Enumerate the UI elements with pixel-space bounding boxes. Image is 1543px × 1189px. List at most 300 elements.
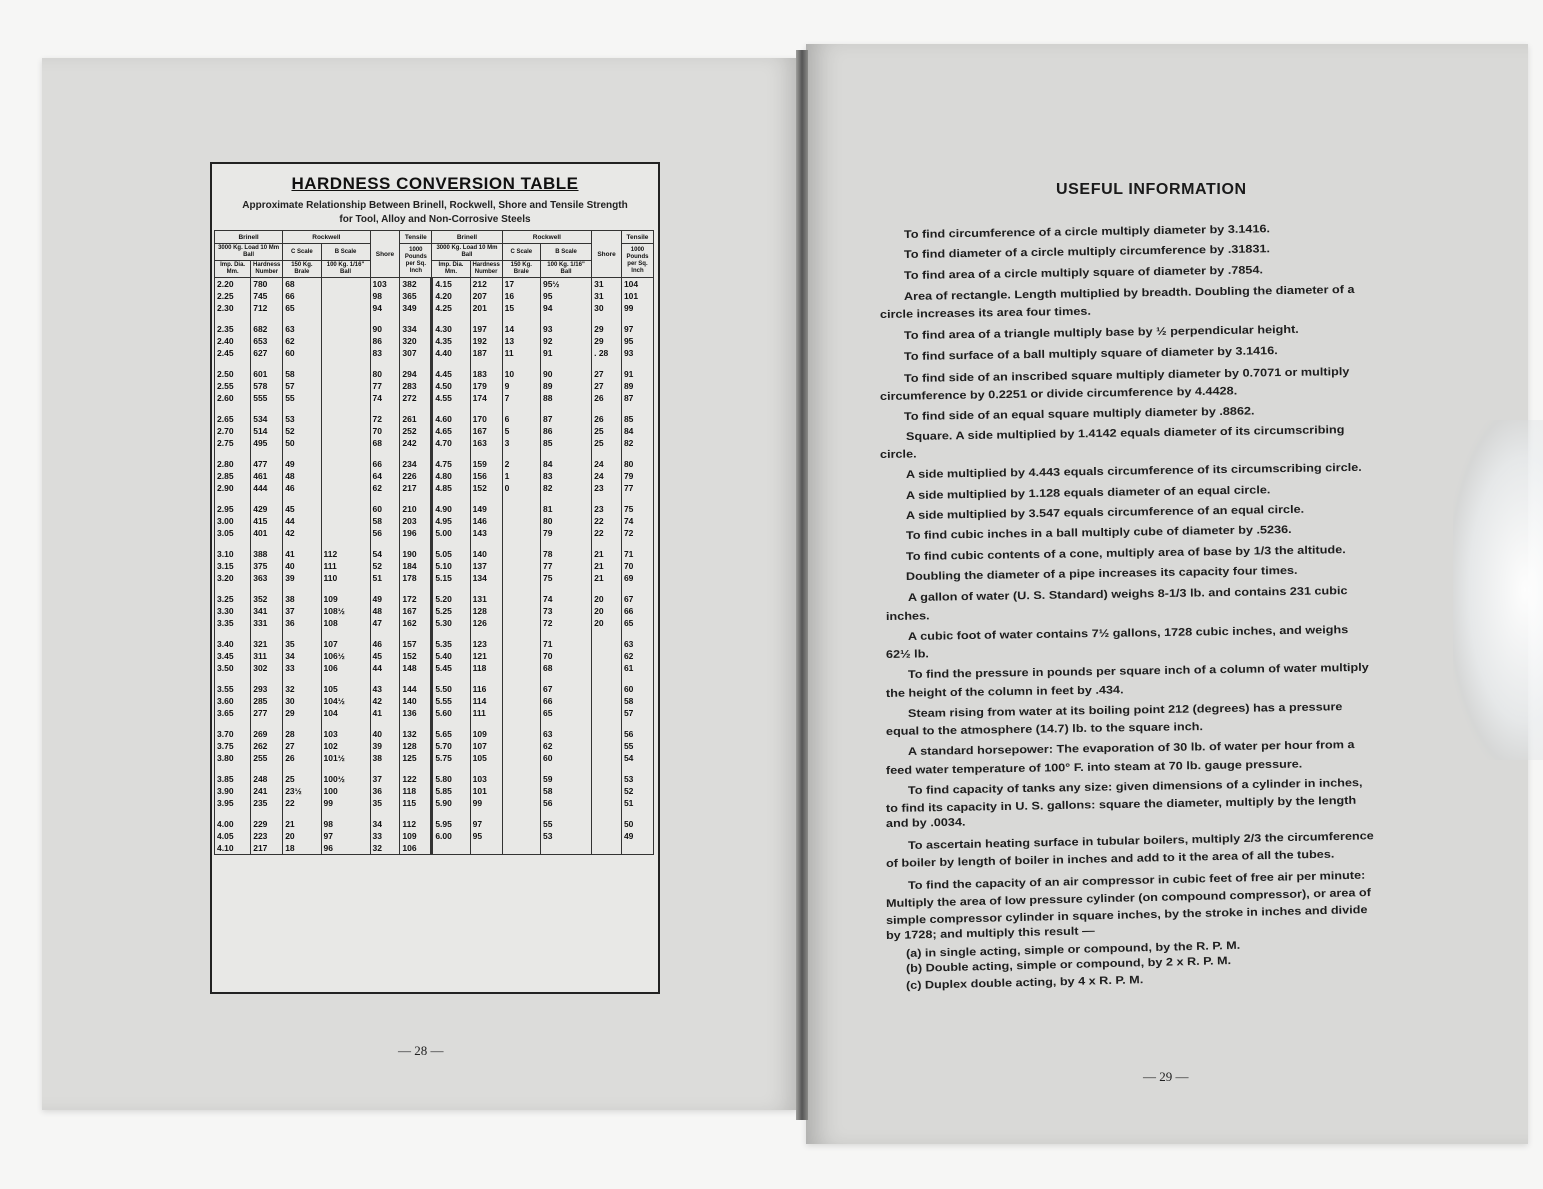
- table-cell: 65: [621, 617, 653, 629]
- table-cell: [592, 638, 622, 650]
- table-cell: 17: [502, 278, 540, 291]
- table-cell: [400, 674, 432, 683]
- table-cell: [470, 449, 502, 458]
- info-line: A cubic foot of water contains 7½ gallons, 1728 cubic inches, and weighs: [907, 624, 1349, 643]
- table-cell: [502, 650, 540, 662]
- table-cell: 60: [540, 752, 591, 764]
- table-cell: [502, 515, 540, 527]
- table-cell: 5.45: [432, 662, 470, 674]
- table-cell: [321, 527, 370, 539]
- table-cell: 203: [400, 515, 432, 527]
- table-cell: 63: [621, 638, 653, 650]
- header-b-scale: B Scale: [321, 244, 370, 261]
- table-cell: 85: [621, 413, 653, 425]
- table-cell: [470, 674, 502, 683]
- table-cell: 98: [321, 818, 370, 830]
- table-cell: [432, 629, 470, 638]
- table-cell: 49: [370, 593, 400, 605]
- table-cell: 235: [251, 797, 283, 809]
- table-cell: 131: [470, 593, 502, 605]
- table-cell: [502, 548, 540, 560]
- table-cell: 293: [251, 683, 283, 695]
- table-cell: 27: [592, 380, 622, 392]
- table-cell: 46: [370, 638, 400, 650]
- table-cell: [321, 413, 370, 425]
- table-cell: 40: [370, 728, 400, 740]
- hardness-table-body: [215, 278, 654, 855]
- table-cell: [432, 719, 470, 728]
- table-cell: [251, 674, 283, 683]
- table-cell: [432, 584, 470, 593]
- header-c-load: 150 Kg. Brale: [502, 261, 540, 278]
- table-cell: [370, 719, 400, 728]
- table-cell: 3.65: [215, 707, 251, 719]
- table-cell: 50: [621, 818, 653, 830]
- table-cell: 5: [502, 425, 540, 437]
- table-cell: [400, 629, 432, 638]
- table-cell: 745: [251, 290, 283, 302]
- table-cell: 23½: [283, 785, 321, 797]
- table-cell: [215, 314, 251, 323]
- table-cell: [321, 629, 370, 638]
- table-cell: 5.15: [432, 572, 470, 584]
- table-cell: 109: [400, 830, 432, 842]
- table-cell: 294: [400, 368, 432, 380]
- table-cell: 41: [370, 707, 400, 719]
- table-cell: 302: [251, 662, 283, 674]
- page-number-right: — 29 —: [1143, 1069, 1189, 1084]
- table-cell: 49: [621, 830, 653, 842]
- table-cell: 5.95: [432, 818, 470, 830]
- table-cell: 653: [251, 335, 283, 347]
- table-cell: 307: [400, 347, 432, 359]
- info-line: To find circumference of a circle multiply diameter by 3.1416.: [903, 223, 1271, 241]
- table-cell: 118: [470, 662, 502, 674]
- table-cell: [215, 674, 251, 683]
- table-cell: [283, 629, 321, 638]
- table-cell: 105: [321, 683, 370, 695]
- table-cell: 125: [400, 752, 432, 764]
- table-cell: [470, 629, 502, 638]
- table-cell: 2.40: [215, 335, 251, 347]
- table-cell: [592, 629, 622, 638]
- table-cell: [370, 494, 400, 503]
- table-cell: 283: [400, 380, 432, 392]
- table-cell: 2.85: [215, 470, 251, 482]
- table-cell: 4.05: [215, 830, 251, 842]
- table-cell: 90: [370, 323, 400, 335]
- table-cell: [621, 539, 653, 548]
- table-row: [215, 629, 654, 638]
- table-cell: 74: [370, 392, 400, 404]
- table-cell: 5.10: [432, 560, 470, 572]
- table-cell: 20: [283, 830, 321, 842]
- table-row: [215, 842, 654, 855]
- table-cell: [470, 809, 502, 818]
- table-cell: 3.75: [215, 740, 251, 752]
- table-cell: 242: [400, 437, 432, 449]
- table-cell: 21: [592, 572, 622, 584]
- table-cell: [540, 359, 591, 368]
- table-cell: 1: [502, 470, 540, 482]
- table-cell: 20: [592, 617, 622, 629]
- table-cell: 30: [283, 695, 321, 707]
- table-cell: 3.05: [215, 527, 251, 539]
- table-cell: [502, 560, 540, 572]
- table-cell: 229: [251, 818, 283, 830]
- table-cell: 72: [540, 617, 591, 629]
- table-cell: [400, 584, 432, 593]
- table-cell: [251, 539, 283, 548]
- table-cell: [502, 449, 540, 458]
- table-cell: 21: [592, 560, 622, 572]
- table-row: [215, 335, 654, 347]
- table-cell: 102: [321, 740, 370, 752]
- table-cell: 100½: [321, 773, 370, 785]
- info-line: inches.: [885, 610, 930, 623]
- table-cell: [215, 809, 251, 818]
- table-cell: 26: [283, 752, 321, 764]
- table-cell: [432, 314, 470, 323]
- table-cell: 94: [540, 302, 591, 314]
- table-cell: 2.35: [215, 323, 251, 335]
- table-cell: 101½: [321, 752, 370, 764]
- header-rockwell: Rockwell: [502, 231, 591, 244]
- table-cell: 2.80: [215, 458, 251, 470]
- table-cell: 712: [251, 302, 283, 314]
- table-cell: 82: [540, 482, 591, 494]
- table-cell: 103: [321, 728, 370, 740]
- table-cell: 248: [251, 773, 283, 785]
- table-cell: 3.35: [215, 617, 251, 629]
- table-cell: [502, 527, 540, 539]
- table-row: [215, 503, 654, 515]
- table-cell: 58: [621, 695, 653, 707]
- header-b-scale: B Scale: [540, 244, 591, 261]
- table-row: [215, 674, 654, 683]
- table-cell: 57: [621, 707, 653, 719]
- header-b-load: 100 Kg. 1/16" Ball: [540, 261, 591, 278]
- table-cell: [502, 773, 540, 785]
- table-cell: [321, 674, 370, 683]
- table-cell: [321, 290, 370, 302]
- table-cell: [592, 764, 622, 773]
- table-cell: 22: [283, 797, 321, 809]
- info-line: 62½ lb.: [885, 648, 929, 661]
- table-cell: 5.05: [432, 548, 470, 560]
- table-cell: [540, 584, 591, 593]
- table-row: [215, 527, 654, 539]
- info-line: to find its capacity in U. S. gallons: square the diameter, multiply by the length: [885, 794, 1357, 815]
- table-cell: 60: [370, 503, 400, 515]
- table-cell: 52: [370, 560, 400, 572]
- table-cell: [502, 359, 540, 368]
- table-cell: 31: [592, 290, 622, 302]
- table-cell: [592, 773, 622, 785]
- table-cell: 89: [540, 380, 591, 392]
- header-brinell: Brinell: [432, 231, 502, 244]
- table-row: [215, 572, 654, 584]
- table-cell: [432, 494, 470, 503]
- table-cell: 241: [251, 785, 283, 797]
- table-cell: 30: [592, 302, 622, 314]
- table-cell: 33: [370, 830, 400, 842]
- table-cell: [215, 449, 251, 458]
- table-cell: 25: [592, 437, 622, 449]
- table-cell: [592, 842, 622, 855]
- table-cell: [592, 818, 622, 830]
- table-cell: [470, 764, 502, 773]
- table-cell: 22: [592, 527, 622, 539]
- table-cell: 106: [400, 842, 432, 855]
- table-cell: 0: [502, 482, 540, 494]
- table-cell: 85: [540, 437, 591, 449]
- table-cell: [502, 740, 540, 752]
- table-cell: 555: [251, 392, 283, 404]
- table-cell: 68: [540, 662, 591, 674]
- table-row: [215, 662, 654, 674]
- table-cell: 388: [251, 548, 283, 560]
- table-row: [215, 380, 654, 392]
- table-cell: 461: [251, 470, 283, 482]
- table-cell: 26: [592, 413, 622, 425]
- table-cell: 4.35: [432, 335, 470, 347]
- table-cell: [540, 842, 591, 855]
- table-cell: [432, 842, 470, 855]
- table-cell: [251, 584, 283, 593]
- table-cell: 114: [470, 695, 502, 707]
- table-row: [215, 818, 654, 830]
- table-cell: [215, 494, 251, 503]
- table-cell: 43: [370, 683, 400, 695]
- table-cell: [321, 584, 370, 593]
- table-cell: 56: [621, 728, 653, 740]
- table-cell: [251, 629, 283, 638]
- table-cell: 4.25: [432, 302, 470, 314]
- table-cell: 262: [251, 740, 283, 752]
- table-cell: [502, 785, 540, 797]
- table-row: [215, 830, 654, 842]
- info-line: A standard horsepower: The evaporation of 30 lb. of water per hour from a: [907, 738, 1355, 758]
- table-cell: 38: [370, 752, 400, 764]
- table-cell: 3.95: [215, 797, 251, 809]
- info-line: Area of rectangle. Length multiplied by breadth. Doubling the diameter of a: [903, 283, 1355, 303]
- table-cell: [321, 449, 370, 458]
- table-cell: 149: [470, 503, 502, 515]
- table-cell: 495: [251, 437, 283, 449]
- table-cell: 67: [540, 683, 591, 695]
- table-cell: 79: [621, 470, 653, 482]
- table-cell: 99: [470, 797, 502, 809]
- info-line: To find area of a circle multiply square of diameter by .7854.: [903, 264, 1264, 282]
- table-cell: [540, 539, 591, 548]
- table-cell: 382: [400, 278, 432, 291]
- table-cell: 136: [400, 707, 432, 719]
- table-cell: [215, 404, 251, 413]
- table-cell: 29: [592, 335, 622, 347]
- table-cell: [283, 584, 321, 593]
- table-cell: 477: [251, 458, 283, 470]
- table-cell: 277: [251, 707, 283, 719]
- table-cell: [283, 494, 321, 503]
- table-cell: 77: [621, 482, 653, 494]
- table-cell: 100: [321, 785, 370, 797]
- table-cell: 35: [283, 638, 321, 650]
- table-cell: [215, 719, 251, 728]
- table-cell: 234: [400, 458, 432, 470]
- table-cell: 217: [251, 842, 283, 855]
- table-cell: 37: [283, 605, 321, 617]
- table-cell: 84: [621, 425, 653, 437]
- table-cell: 97: [621, 323, 653, 335]
- info-line: To find the capacity of an air compressor in cubic feet of free air per minute:: [907, 869, 1366, 892]
- table-cell: 95½: [540, 278, 591, 291]
- table-cell: [370, 584, 400, 593]
- table-cell: 51: [370, 572, 400, 584]
- table-cell: [400, 404, 432, 413]
- table-cell: [502, 605, 540, 617]
- table-cell: 33: [283, 662, 321, 674]
- table-cell: 58: [370, 515, 400, 527]
- table-cell: 4.15: [432, 278, 470, 291]
- table-cell: [251, 719, 283, 728]
- header-imp-dia: Imp. Dia. Mm.: [432, 261, 470, 278]
- table-cell: 46: [283, 482, 321, 494]
- table-cell: 74: [621, 515, 653, 527]
- table-cell: 54: [621, 752, 653, 764]
- table-cell: 217: [400, 482, 432, 494]
- table-cell: 172: [400, 593, 432, 605]
- table-cell: 20: [592, 593, 622, 605]
- table-cell: 14: [502, 323, 540, 335]
- table-row: [215, 425, 654, 437]
- table-cell: [370, 674, 400, 683]
- table-row: [215, 494, 654, 503]
- table-cell: 226: [400, 470, 432, 482]
- table-cell: 49: [283, 458, 321, 470]
- table-cell: [251, 764, 283, 773]
- info-line: and by .0034.: [885, 816, 966, 830]
- header-shore: Shore: [370, 231, 400, 278]
- table-cell: 4.90: [432, 503, 470, 515]
- table-cell: 3.25: [215, 593, 251, 605]
- table-cell: 128: [470, 605, 502, 617]
- table-cell: 5.55: [432, 695, 470, 707]
- table-cell: 365: [400, 290, 432, 302]
- header-c-scale: C Scale: [502, 244, 540, 261]
- table-cell: [592, 662, 622, 674]
- info-line: (a) in single acting, simple or compound, by the R. P. M.: [905, 939, 1241, 960]
- table-row: [215, 617, 654, 629]
- table-row: [215, 470, 654, 482]
- table-cell: [251, 404, 283, 413]
- table-cell: [502, 695, 540, 707]
- table-cell: 334: [400, 323, 432, 335]
- table-cell: 111: [470, 707, 502, 719]
- table-cell: [502, 809, 540, 818]
- table-cell: [400, 539, 432, 548]
- table-cell: 59: [540, 773, 591, 785]
- table-cell: 21: [283, 818, 321, 830]
- table-cell: 179: [470, 380, 502, 392]
- table-cell: [321, 392, 370, 404]
- table-cell: 73: [540, 605, 591, 617]
- table-cell: [502, 404, 540, 413]
- table-cell: 196: [400, 527, 432, 539]
- table-cell: 62: [283, 335, 321, 347]
- table-cell: 140: [400, 695, 432, 707]
- table-cell: [283, 314, 321, 323]
- table-cell: 96: [321, 842, 370, 855]
- table-cell: 192: [470, 335, 502, 347]
- table-cell: 3.40: [215, 638, 251, 650]
- table-row: [215, 740, 654, 752]
- table-cell: 123: [470, 638, 502, 650]
- table-cell: 5.20: [432, 593, 470, 605]
- table-cell: 61: [621, 662, 653, 674]
- table-cell: 4.60: [432, 413, 470, 425]
- table-cell: 140: [470, 548, 502, 560]
- table-cell: 53: [621, 773, 653, 785]
- info-line: To find surface of a ball multiply square of diameter by 3.1416.: [903, 345, 1278, 363]
- table-cell: 3.55: [215, 683, 251, 695]
- table-row: [215, 278, 654, 291]
- table-subtitle: Approximate Relationship Between Brinell, Rockwell, Shore and Tensile Strength: [242, 200, 628, 211]
- table-cell: 83: [540, 470, 591, 482]
- table-title: HARDNESS CONVERSION TABLE: [291, 174, 579, 193]
- table-cell: [432, 674, 470, 683]
- table-cell: 72: [621, 527, 653, 539]
- table-cell: 352: [251, 593, 283, 605]
- table-cell: 97: [470, 818, 502, 830]
- table-cell: [592, 797, 622, 809]
- table-cell: 40: [283, 560, 321, 572]
- table-cell: 5.75: [432, 752, 470, 764]
- table-cell: [370, 314, 400, 323]
- table-cell: 93: [540, 323, 591, 335]
- table-cell: 68: [283, 278, 321, 291]
- info-line: equal to the atmosphere (14.7) lb. to the square inch.: [885, 721, 1204, 738]
- table-cell: 3.90: [215, 785, 251, 797]
- table-cell: [470, 584, 502, 593]
- table-row: [215, 539, 654, 548]
- table-cell: [621, 842, 653, 855]
- table-cell: 48: [370, 605, 400, 617]
- table-cell: 201: [470, 302, 502, 314]
- table-cell: 415: [251, 515, 283, 527]
- table-cell: [321, 278, 370, 291]
- table-cell: 74: [540, 593, 591, 605]
- table-cell: [400, 494, 432, 503]
- table-cell: [502, 494, 540, 503]
- table-cell: 91: [621, 368, 653, 380]
- info-line: feed water temperature of 100° F. into steam at 70 lb. gauge pressure.: [885, 758, 1303, 777]
- table-cell: 55: [540, 818, 591, 830]
- table-cell: [400, 719, 432, 728]
- table-cell: 27: [283, 740, 321, 752]
- table-row: [215, 290, 654, 302]
- table-cell: [321, 809, 370, 818]
- header-rockwell: Rockwell: [283, 231, 370, 244]
- table-cell: [470, 314, 502, 323]
- table-cell: [502, 707, 540, 719]
- info-line: A side multiplied by 3.547 equals circumference of an equal circle.: [905, 503, 1305, 522]
- table-cell: 627: [251, 347, 283, 359]
- table-cell: [370, 449, 400, 458]
- table-cell: 28: [283, 728, 321, 740]
- table-cell: [470, 404, 502, 413]
- table-cell: [502, 674, 540, 683]
